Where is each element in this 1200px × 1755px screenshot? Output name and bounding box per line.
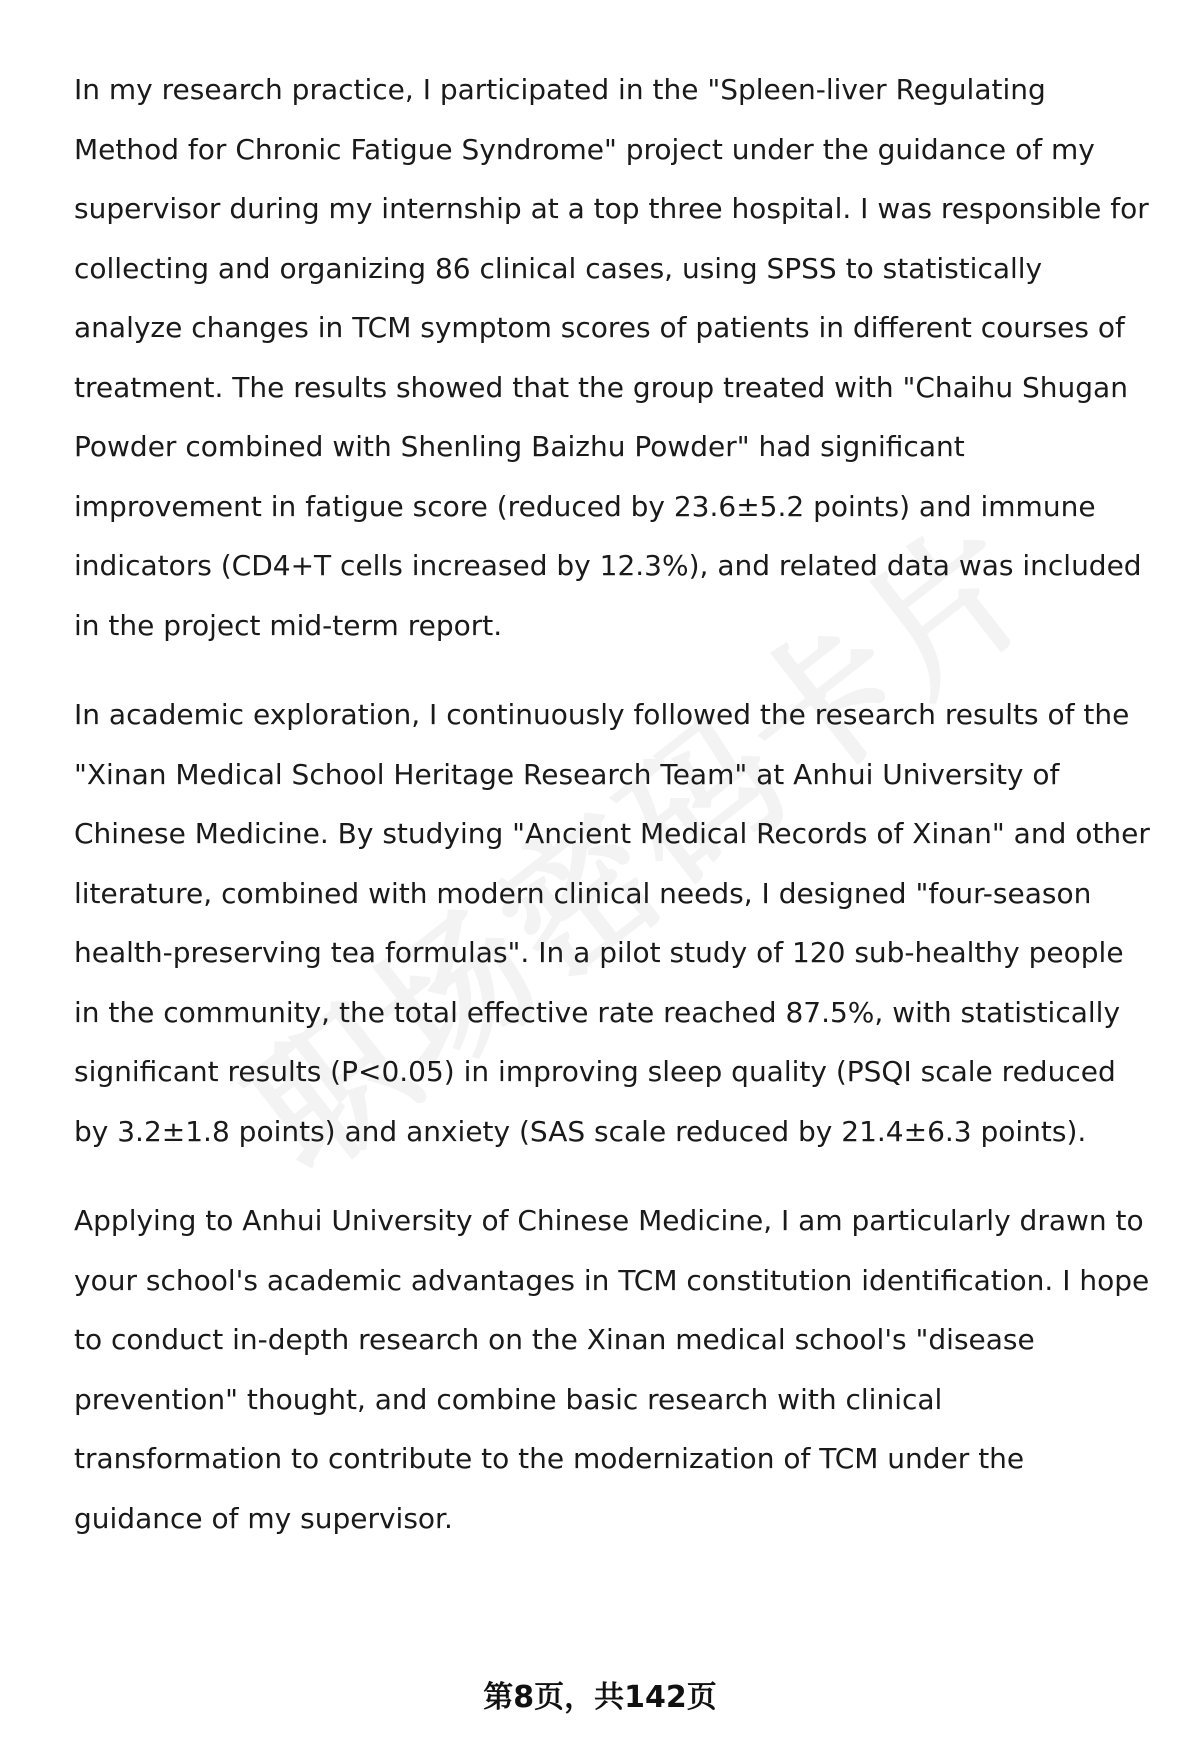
paragraph-research-practice: In my research practice, I participated in the "Spleen-liver Regulating Method for Chronic Fatigue Syndrome" project under the guidance of my supervisor during my internship at a top three hospital. I was responsible for collecting and organizing 86 clinical cases, using SPSS to statistically analyze changes in TCM symptom scores of patients in different courses of treatment. The results showed that the group treated with "Chaihu Shugan Powder combined with Shenling Baizhu Powder" had significant improvement in fatigue score (reduced by 23.6±5.2 points) and immune indicators (CD4+T cells increased by 12.3%), and related data was included in the project mid-term report.	[74, 73, 1149, 642]
paragraph-academic-exploration: In academic exploration, I continuously followed the research results of the "Xinan Medical School Heritage Research Team" at Anhui University of Chinese Medicine. By studying "Ancient Medical Records of Xinan" and other literature, combined with modern clinical needs, I designed "four-season health-preserving tea formulas". In a pilot study of 120 sub-healthy people in the community, the total effective rate reached 87.5%, with statistically significant results (P<0.05) in improving sleep quality (PSQI scale reduced by 3.2±1.8 points) and anxiety (SAS scale reduced by 21.4±6.3 points).	[74, 698, 1150, 1148]
page-number-footer: 第8页，共142页	[483, 1680, 717, 1715]
document-body	[74, 60, 1154, 1578]
paragraph-application-motivation: Applying to Anhui University of Chinese Medicine, I am particularly drawn to your school's academic advantages in TCM constitution identification. I hope to conduct in-depth research on the Xinan medical school's "disease prevention" thought, and combine basic research with clinical transformation to contribute to the modernization of TCM under the guidance of my supervisor.	[74, 1204, 1150, 1535]
